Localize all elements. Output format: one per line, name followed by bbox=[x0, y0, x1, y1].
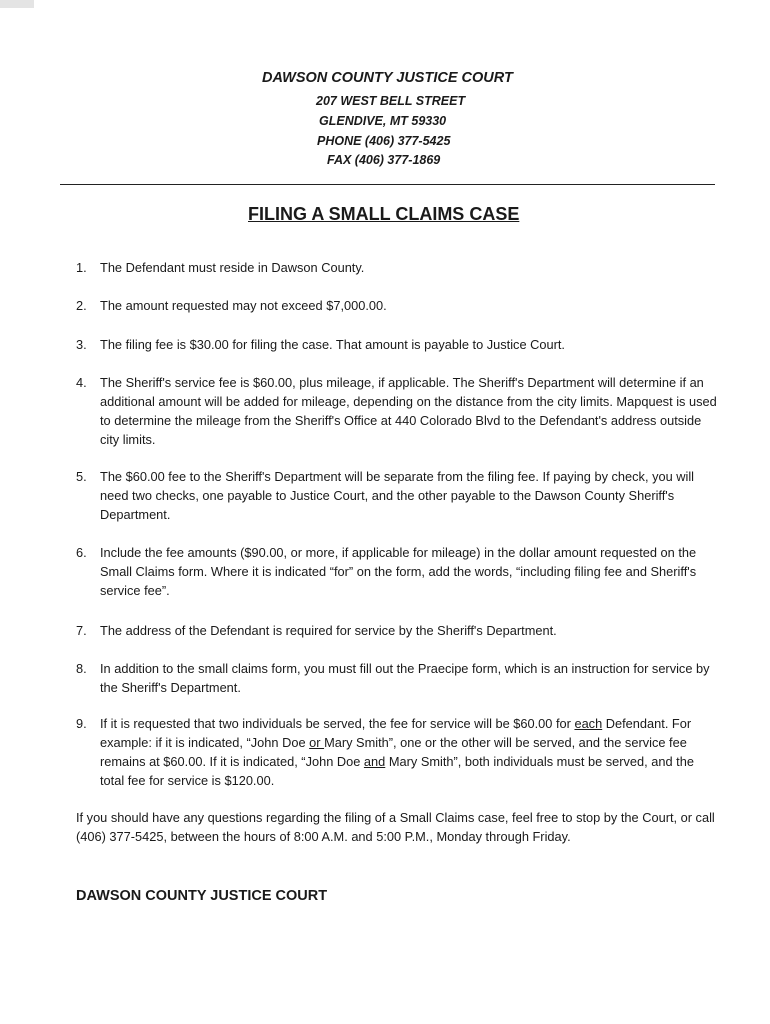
item-number: 7. bbox=[76, 623, 87, 638]
item-text: In addition to the small claims form, you must fill out the Praecipe form, which is an instruction for service by the Sheriff's Department. bbox=[100, 661, 710, 695]
item-number: 1. bbox=[76, 260, 87, 275]
item-text: The filing fee is $30.00 for filing the case. That amount is payable to Justice Court. bbox=[100, 337, 565, 352]
item-number: 3. bbox=[76, 337, 87, 352]
scan-corner-mark bbox=[0, 0, 34, 8]
item-text: Include the fee amounts ($90.00, or more, if applicable for mileage) in the dollar amount requested on the Small Claims form. Where it is indicated “for” on the form, add the words, “including filing fee and Sheriff's service fee”. bbox=[100, 545, 697, 598]
item-text: The Sheriff's service fee is $60.00, plus mileage, if applicable. The Sheriff's Department will determine if an additional amount will be added for mileage, depending on the distance from the city limits. Mapquest is used to determine the mileage from the Sheriff's Office at 440 Colorado Blvd to the Defendant's address outside city limits. bbox=[100, 375, 717, 447]
page-title: FILING A SMALL CLAIMS CASE bbox=[248, 204, 520, 224]
underlined-or: or bbox=[309, 735, 325, 750]
item-text: The address of the Defendant is required for service by the Sheriff's Department. bbox=[100, 623, 557, 638]
court-name: DAWSON COUNTY JUSTICE COURT bbox=[262, 70, 513, 86]
underlined-and: and bbox=[363, 754, 386, 769]
phone-number: PHONE (406) 377-5425 bbox=[317, 134, 451, 148]
header-divider bbox=[60, 184, 715, 185]
city-state-zip: GLENDIVE, MT 59330 bbox=[319, 114, 447, 128]
item-number: 8. bbox=[76, 661, 87, 676]
underlined-each: each bbox=[574, 716, 603, 731]
closing-paragraph: If you should have any questions regarding the filing of a Small Claims case, feel free to stop by the Court, or call (406) 377-5425, between the hours of 8:00 A.M. and 5:00 P.M., Monday through Friday. bbox=[76, 810, 715, 844]
street-address: 207 WEST BELL STREET bbox=[316, 94, 466, 108]
item-number: 5. bbox=[76, 469, 87, 484]
item-number: 2. bbox=[76, 298, 87, 313]
footer-court-name: DAWSON COUNTY JUSTICE COURT bbox=[76, 888, 328, 904]
item-text: The Defendant must reside in Dawson County. bbox=[100, 260, 365, 275]
item-number: 9. bbox=[76, 716, 87, 731]
item-text: If it is requested that two individuals be served, the fee for service will be $60.00 for each Defendant. For example: if it is indicated, “John Doe or Mary Smith”, one or the other will be served, and the service fee remains at $60.00. If it is indicated, “John Doe and Mary Smith”, both individuals must be served, and the total fee for service is $120.00. bbox=[100, 716, 694, 788]
item-text: The amount requested may not exceed $7,000.00. bbox=[100, 298, 387, 313]
item-text: The $60.00 fee to the Sheriff's Department will be separate from the filing fee. If paying by check, you will need two checks, one payable to Justice Court, and the other payable to the Dawson County Sheriff's Department. bbox=[100, 469, 695, 522]
item-number: 4. bbox=[76, 375, 87, 390]
item-number: 6. bbox=[76, 545, 87, 560]
fax-number: FAX (406) 377-1869 bbox=[327, 153, 441, 167]
